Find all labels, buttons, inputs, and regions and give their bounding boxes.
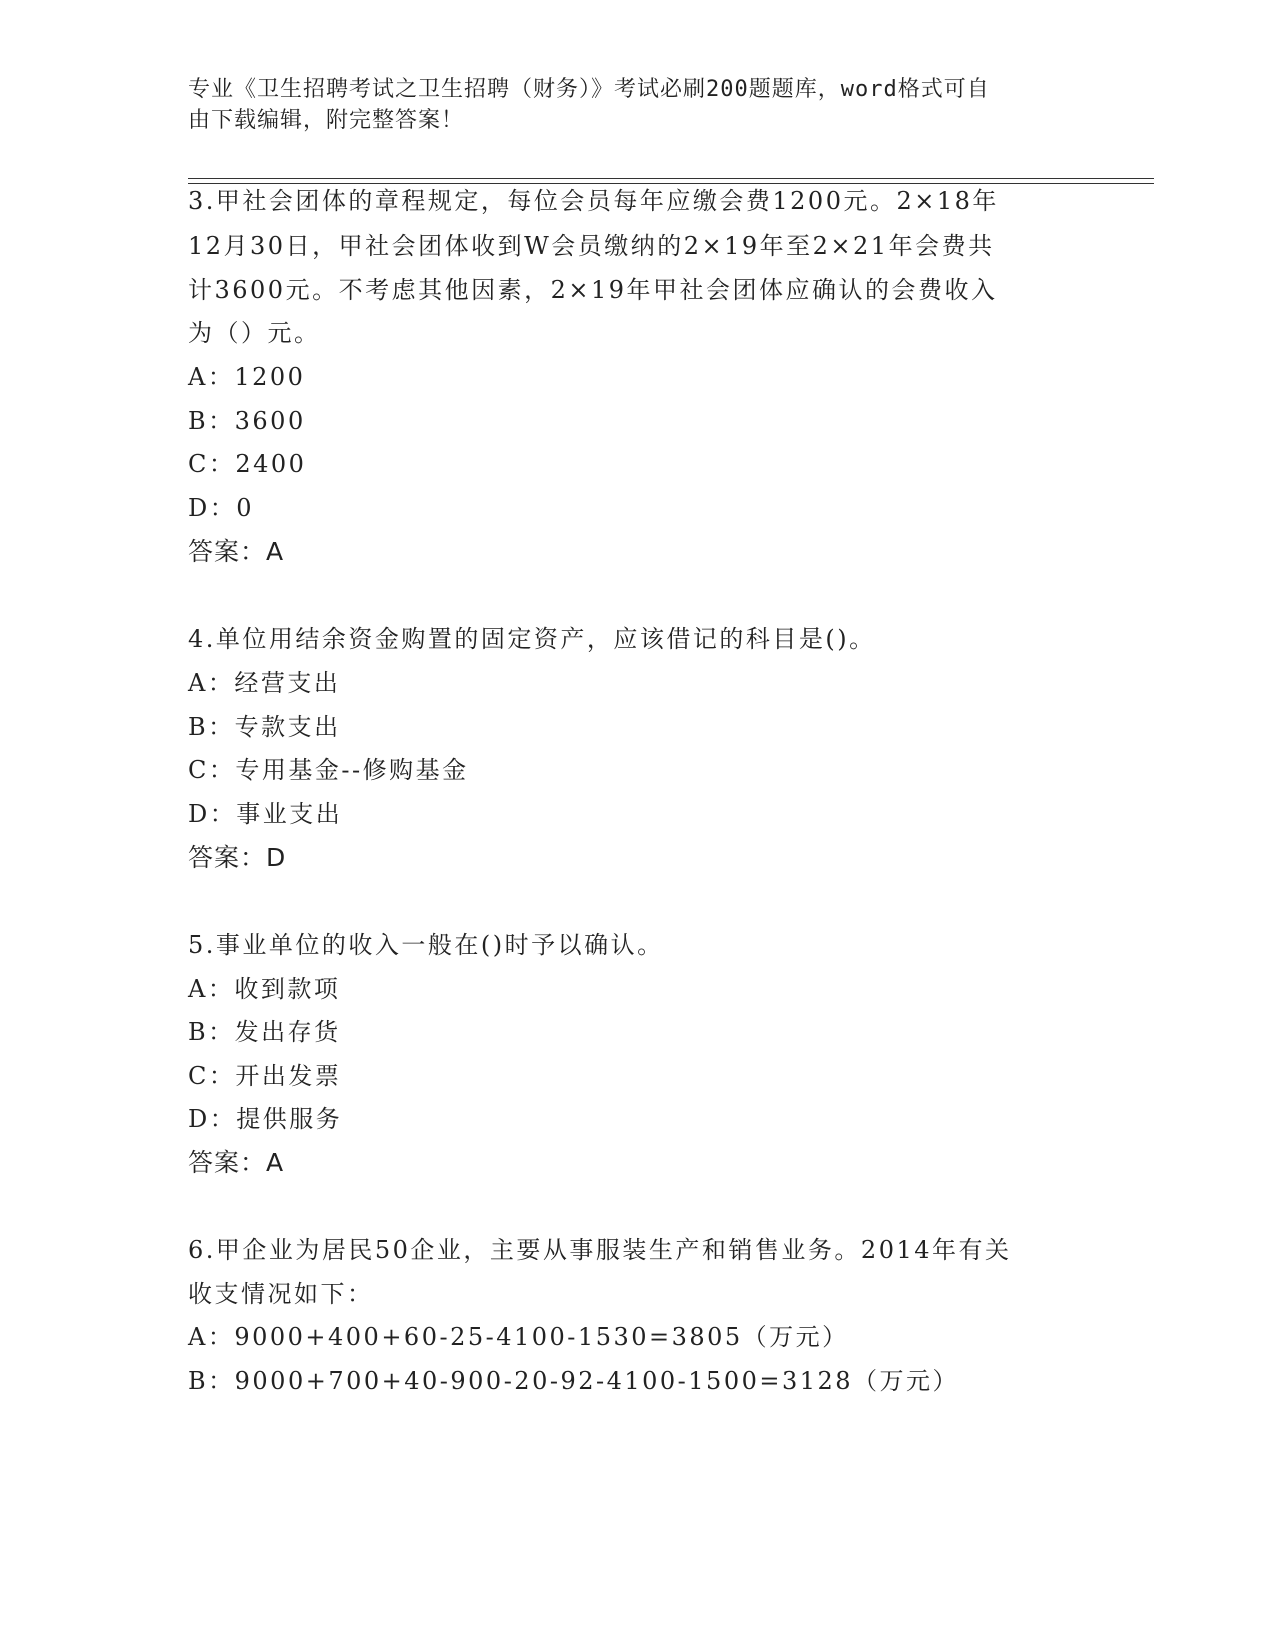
question-stem-line: 3.甲社会团体的章程规定，每位会员每年应缴会费1200元。2×18年 xyxy=(188,187,999,215)
question-stem-line: 6.甲企业为居民50企业，主要从事服装生产和销售业务。2014年有关 xyxy=(188,1236,1012,1264)
option-c: C：2400 xyxy=(188,450,307,478)
header-line-2: 由下载编辑，附完整答案！ xyxy=(188,108,465,133)
question-stem-line: 收支情况如下： xyxy=(188,1280,374,1308)
option-a: A：收到款项 xyxy=(188,975,341,1003)
question-stem-line: 计3600元。不考虑其他因素，2×19年甲社会团体应确认的会费收入 xyxy=(188,276,998,304)
question-stem-line: 12月30日，甲社会团体收到W会员缴纳的2×19年至2×21年会费共 xyxy=(188,232,995,260)
question-stem-line: 5.事业单位的收入一般在()时予以确认。 xyxy=(188,931,664,959)
option-b: B：专款支出 xyxy=(188,713,341,741)
answer-label: 答案：A xyxy=(188,1148,285,1177)
option-b: B：发出存货 xyxy=(188,1018,341,1046)
option-c: C：开出发票 xyxy=(188,1062,342,1090)
answer-label: 答案：D xyxy=(188,843,287,872)
header-divider-bottom xyxy=(188,183,1154,184)
option-a: A：经营支出 xyxy=(188,669,341,697)
header-line-1: 专业《卫生招聘考试之卫生招聘（财务）》考试必刷200题题库，word格式可自 xyxy=(188,77,990,102)
document-header xyxy=(188,74,1088,136)
question-stem-line: 4.单位用结余资金购置的固定资产，应该借记的科目是()。 xyxy=(188,625,876,653)
option-d: D：提供服务 xyxy=(188,1105,343,1133)
option-d: D：0 xyxy=(188,494,255,522)
option-a: A：9000+400+60-25-4100-1530=3805（万元） xyxy=(188,1323,849,1351)
option-d: D：事业支出 xyxy=(188,800,343,828)
option-c: C：专用基金--修购基金 xyxy=(188,756,469,784)
header-divider-top xyxy=(188,178,1154,179)
option-b: B：3600 xyxy=(188,407,306,435)
option-b: B：9000+700+40-900-20-92-4100-1500=3128（万元） xyxy=(188,1367,960,1395)
answer-label: 答案：A xyxy=(188,537,285,566)
option-a: A：1200 xyxy=(188,363,306,391)
question-stem-line: 为（）元。 xyxy=(188,319,321,347)
